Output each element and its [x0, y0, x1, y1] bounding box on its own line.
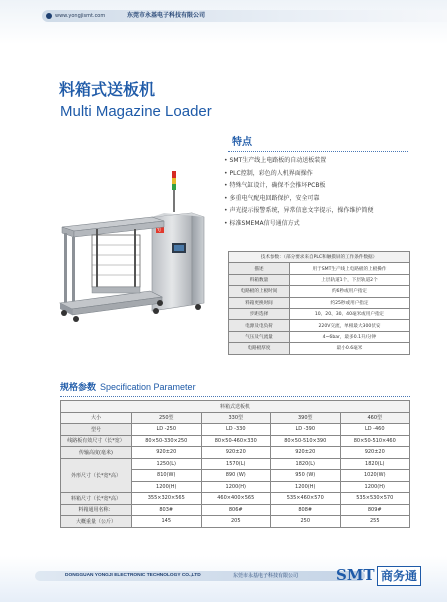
param-key: 料箱数量: [229, 274, 290, 285]
param-key: 描述: [229, 263, 290, 274]
table-cell: LD -250: [132, 424, 202, 436]
logo-box-text: 商务通: [377, 566, 421, 586]
param-value: 4~6bar，最多0.1升/分钟: [290, 331, 410, 342]
row-label: 料箱尺寸（长*宽*高）: [61, 493, 132, 505]
param-value: 220V交流，单相最大300伏安: [290, 320, 410, 331]
spec-table-title: 料箱式送板机: [61, 401, 410, 413]
header-company: 东莞市永基电子科技有限公司: [127, 12, 206, 19]
column-header: 460型: [340, 412, 410, 424]
features-heading: 特点: [232, 137, 252, 148]
table-cell: 920±20: [340, 447, 410, 459]
param-value: 10、20、30、40毫米或用户指定: [290, 308, 410, 319]
column-header: 250型: [132, 412, 202, 424]
feature-item: • SMT生产线上电路板的自动送板装置: [224, 155, 374, 168]
header-url[interactable]: www.yongjismt.com: [55, 13, 106, 19]
table-cell: 803#: [132, 504, 202, 516]
table-cell: 808#: [271, 504, 341, 516]
table-cell: 535×530×570: [340, 493, 410, 505]
table-cell: 810(W): [132, 470, 202, 482]
table-cell: 205: [201, 516, 271, 528]
page-title-en: Multi Magazine Loader: [60, 103, 212, 120]
table-cell: LD -390: [271, 424, 341, 436]
param-key: 电路板厚度: [229, 343, 290, 354]
table-cell: 255: [340, 516, 410, 528]
logo-smt-text: SMT: [336, 566, 375, 584]
table-cell: 1820(L): [271, 458, 341, 470]
param-key: 电源及电负荷: [229, 320, 290, 331]
smt-logo: [336, 564, 428, 586]
feature-item: • 标准SMEMA信号通信方式: [224, 218, 374, 231]
table-cell: 1570(L): [201, 458, 271, 470]
page-title-cn: 料箱式送板机: [59, 80, 156, 99]
table-cell: 809#: [340, 504, 410, 516]
spec-divider: [60, 396, 410, 397]
table-cell: 1200(H): [271, 481, 341, 493]
param-key: 料箱更换时间: [229, 297, 290, 308]
table-cell: 355×320×565: [132, 493, 202, 505]
param-value: 约6秒或用户指定: [290, 286, 410, 297]
feature-item: • 声光提示报警系统，异常信息文字提示，操作维护简便: [224, 205, 374, 218]
table-cell: 920±20: [201, 447, 271, 459]
param-key: 气压及气流量: [229, 331, 290, 342]
table-cell: 1200(H): [201, 481, 271, 493]
header-band: [0, 0, 447, 44]
table-cell: 80×50-510×390: [271, 435, 341, 447]
svg-text:YJ: YJ: [157, 227, 161, 232]
table-cell: LD -330: [201, 424, 271, 436]
table-cell: LD -460: [340, 424, 410, 436]
column-header: 390型: [271, 412, 341, 424]
feature-item: • 特殊气缸设计，确保不会推坏PCB板: [224, 180, 374, 193]
param-value: 上层轨道1个，下层轨道2个: [290, 274, 410, 285]
table-cell: 1020(W): [340, 470, 410, 482]
tech-params-table: [228, 251, 410, 355]
param-key: 步距选择: [229, 308, 290, 319]
footer-company-en: DONGGUAN YONGJI ELECTRONIC TECHNOLOGY CO.,LTD: [65, 573, 201, 578]
row-label: 传输高度(毫米): [61, 447, 132, 459]
param-value: 最小0.6毫米: [290, 343, 410, 354]
param-value: 用于SMT生产线上电路板的上板操作: [290, 263, 410, 274]
table-cell: 535×460×570: [271, 493, 341, 505]
spec-heading-en: Specification Parameter: [100, 382, 196, 392]
footer-company-cn: 东莞市永基电子科技有限公司: [233, 573, 299, 579]
table-cell: 950 (W): [271, 470, 341, 482]
table-cell: 920±20: [132, 447, 202, 459]
column-header: 大小: [61, 412, 132, 424]
table-cell: 920±20: [271, 447, 341, 459]
table-cell: 806#: [201, 504, 271, 516]
table-cell: 80×50-330×250: [132, 435, 202, 447]
table-cell: 1250(L): [132, 458, 202, 470]
param-value: 约25秒或用户指定: [290, 297, 410, 308]
footer-bar: [35, 571, 365, 581]
features-list: [224, 155, 374, 231]
row-label: 大概重量（公斤）: [61, 516, 132, 528]
globe-icon: [46, 13, 52, 19]
table-cell: 250: [271, 516, 341, 528]
row-label: 外形尺寸（长*宽*高）: [61, 458, 132, 493]
column-header: 330型: [201, 412, 271, 424]
features-divider: [228, 151, 408, 152]
spec-heading-cn: 规格参数: [60, 383, 97, 393]
table-cell: 460×400×565: [201, 493, 271, 505]
table-cell: 80×50-460×330: [201, 435, 271, 447]
row-label: 料箱通用名称：: [61, 504, 132, 516]
table-cell: 890 (W): [201, 470, 271, 482]
table-cell: 145: [132, 516, 202, 528]
feature-item: • PLC控制，彩色的人机界面操作: [224, 168, 374, 181]
spec-table: [60, 400, 410, 528]
table-cell: 1820(L): [340, 458, 410, 470]
feature-item: • 多重电气配电回路保护，安全可靠: [224, 193, 374, 206]
table-cell: 80×50-510×460: [340, 435, 410, 447]
spec-section-heading: [60, 381, 196, 394]
param-key: 电路板的上板时间: [229, 286, 290, 297]
header-bar: [42, 10, 447, 22]
table-cell: 1200(H): [132, 481, 202, 493]
tech-params-header: 技术参数：（部分要求来自PLC和触摸屏的工作条件数据）: [229, 252, 410, 263]
row-label: 型号: [61, 424, 132, 436]
machine-image: [52, 165, 222, 345]
row-label: 线路板有效尺寸（长*宽）: [61, 435, 132, 447]
table-cell: 1200(H): [340, 481, 410, 493]
